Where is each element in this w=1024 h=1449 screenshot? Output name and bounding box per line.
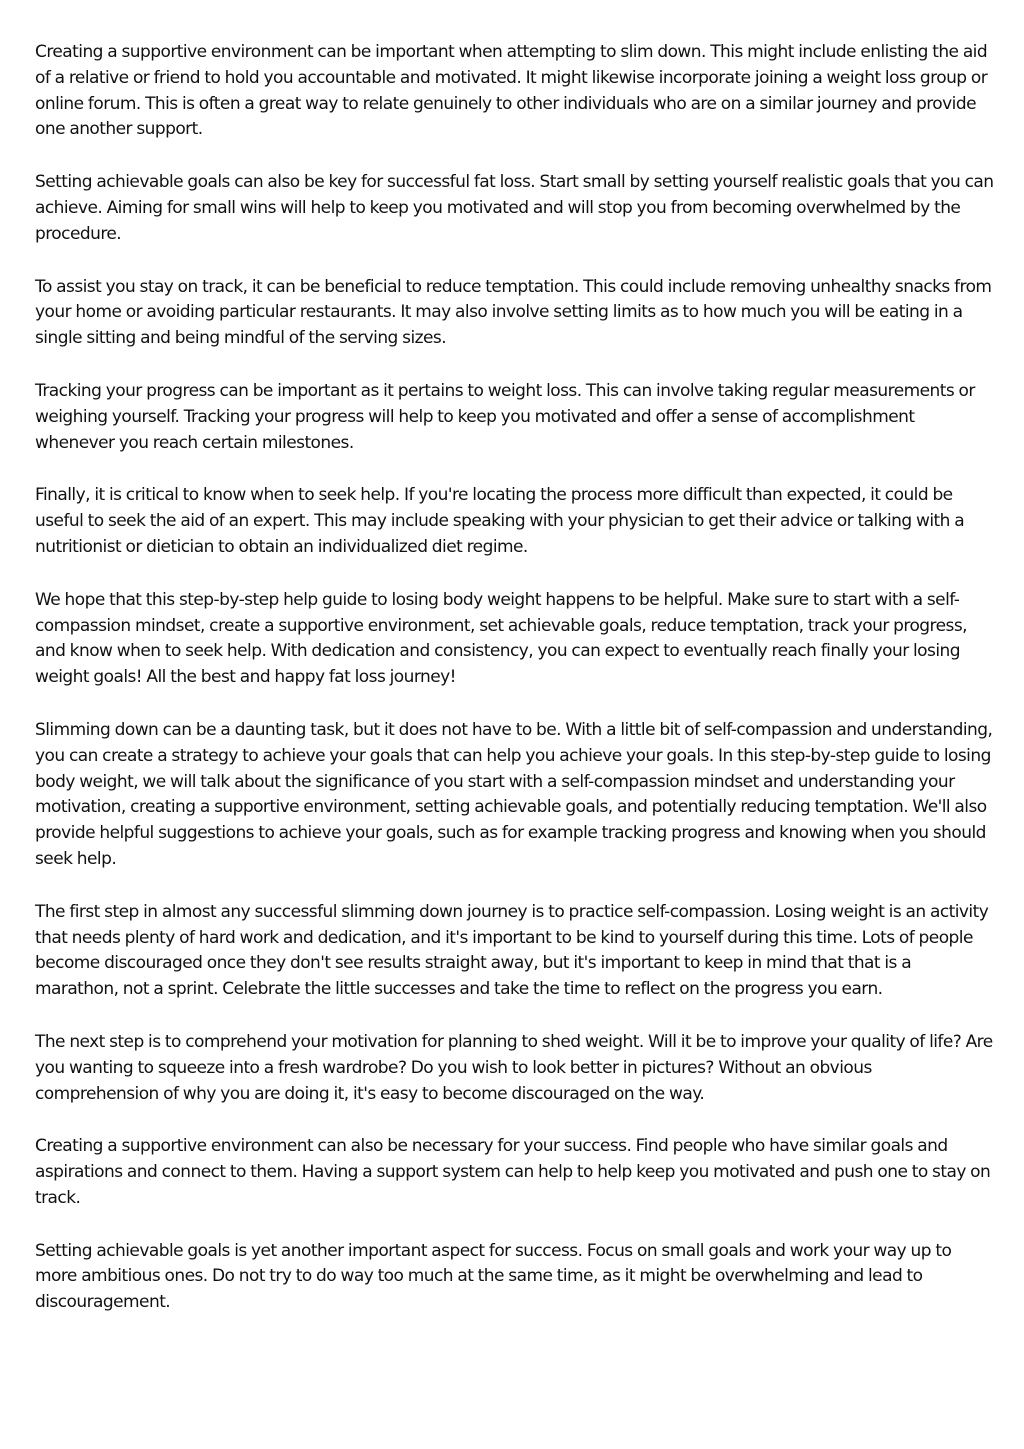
paragraph-self-compassion: The first step in almost any successful slimming down journey is to practice self-compassion. Losing weight is an activity that needs plenty of hard work and dedication, and it's important to be kind to yourself during this time. Lots of people become discouraged once they don't see results straight away, but it's important to keep in mind that that is a marathon, not a sprint. Celebrate the little successes and take the time to reflect on the progress you earn. bbox=[35, 901, 989, 1000]
paragraph-achievable-goals: Setting achievable goals can also be key for successful fat loss. Start small by setting yourself realistic goals that you can achieve. Aiming for small wins will help to keep you motivated and will stop you from becoming overwhelmed by the procedure. bbox=[35, 172, 994, 244]
paragraph-conclusion: We hope that this step-by-step help guide to losing body weight happens to be helpful. Make sure to start with a self-compassion mindset, create a supportive environment, set achievable goals, reduce temptation, track your progress, and know when to seek help. With dedication and consistency, you can expect to eventually reach finally your losing weight goals! All the best and happy fat loss journey! bbox=[35, 589, 967, 688]
paragraph-support-system: Creating a supportive environment can also be necessary for your success. Find people who have similar goals and aspirations and connect to them. Having a support system can help to help keep you motivated and push one to stay on track. bbox=[35, 1136, 991, 1208]
paragraph-small-goals: Setting achievable goals is yet another important aspect for success. Focus on small goals and work your way up to more ambitious ones. Do not try to do way too much at the same time, as it might be overwhelming and lead to discouragement. bbox=[35, 1240, 952, 1313]
paragraph-tracking-progress: Tracking your progress can be important as it pertains to weight loss. This can involve taking regular measurements or weighing yourself. Tracking your progress will help to keep you motivated and offer a sense of accomplishment whenever you reach certain milestones. bbox=[35, 380, 975, 453]
paragraph-motivation: The next step is to comprehend your motivation for planning to shed weight. Will it be to improve your quality of life? Are you wanting to squeeze into a fresh wardrobe? Do you wish to look better in pictures? Without an obvious comprehension of why you are doing it, it's easy to become discouraged on the way. bbox=[35, 1031, 993, 1104]
paragraph-seek-help: Finally, it is critical to know when to seek help. If you're locating the process more difficult than expected, it could be useful to seek the aid of an expert. This may include speaking with your physician to get their advice or talking with a nutritionist or dietician to obtain an individualized diet regime. bbox=[35, 485, 965, 557]
paragraph-supportive-environment: Creating a supportive environment can be important when attempting to slim down. This might include enlisting the aid of a relative or friend to hold you accountable and motivated. It might likewise incorporate joining a weight loss group or online forum. This is often a great way to relate genuinely to other individuals who are on a similar journey and provide one another support. bbox=[35, 42, 988, 140]
paragraph-reduce-temptation: To assist you stay on track, it can be beneficial to reduce temptation. This could include removing unhealthy snacks from your home or avoiding particular restaurants. It may also involve setting limits as to how much you will be eating in a single sitting and being mindful of the serving sizes. bbox=[35, 276, 992, 349]
paragraph-introduction: Slimming down can be a daunting task, but it does not have to be. With a little bit of self-compassion and understanding, you can create a strategy to achieve your goals that can help you achieve your goals. In this step-by-step guide to losing body weight, we will talk about the significance of you start with a self-compassion mindset and understanding your motivation, creating a supportive environment, setting achievable goals, and potentially reducing temptation. We'll also provide helpful suggestions to achieve your goals, such as for example tracking progress and knowing when you should seek help. bbox=[35, 719, 993, 869]
